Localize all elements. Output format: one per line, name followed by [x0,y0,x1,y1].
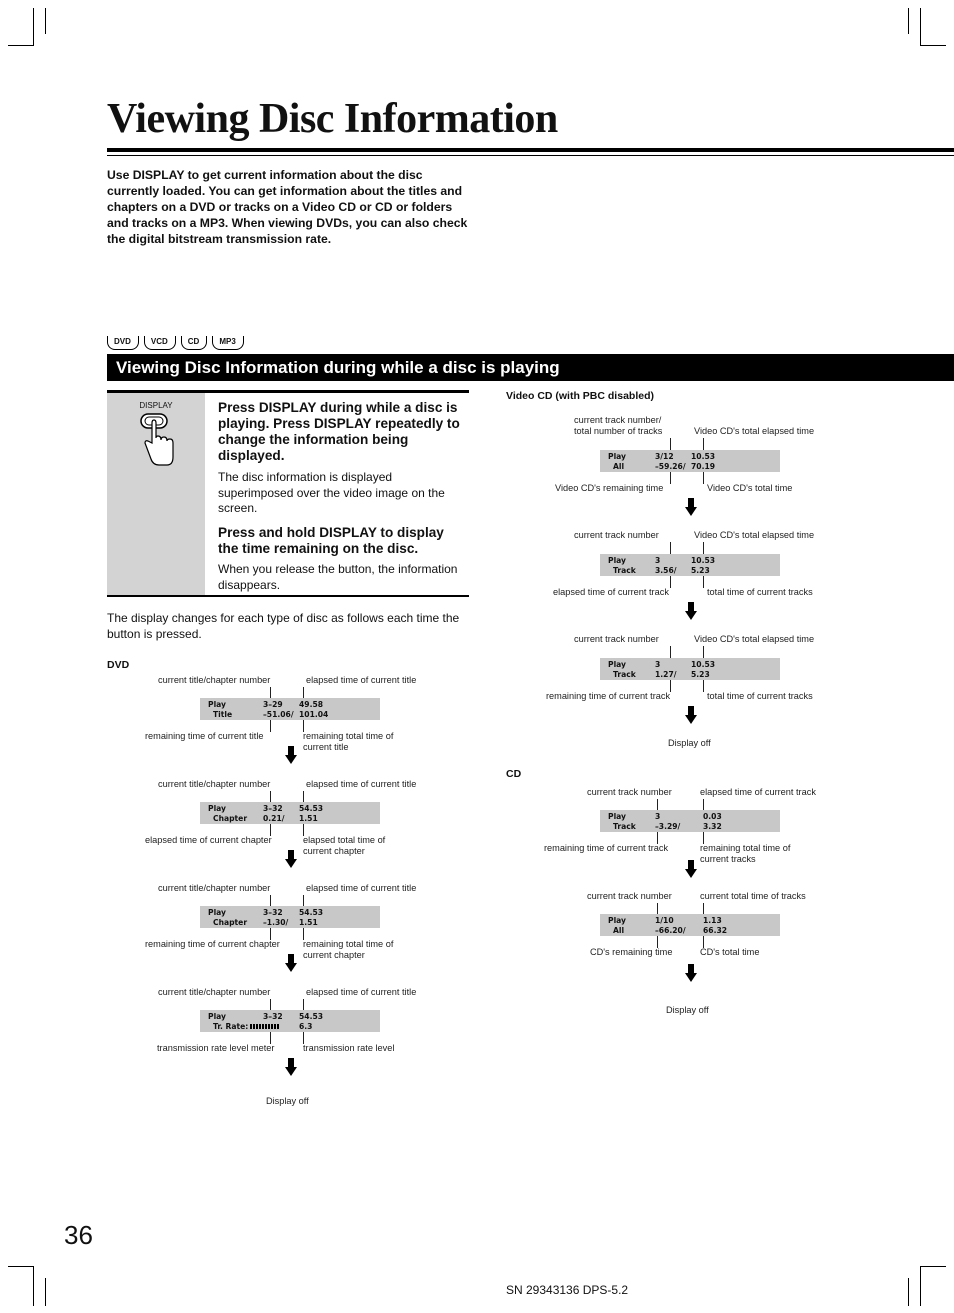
crop-mark [908,8,909,34]
readout-number: 1/10 [655,916,674,925]
readout-time: 3.56/ [655,566,677,575]
label-top-left: current track number [574,530,659,540]
label-bottom-right: elapsed total time of [303,835,386,845]
display-off-label: Display off [266,1096,309,1106]
readout-time: –1.30/ [263,918,289,927]
label-top-left: current title/chapter number [158,675,271,685]
footer-code: SN 29343136 DPS-5.2 [506,1283,629,1297]
label-top-left: current track number [587,891,672,901]
hand-pressing-button-icon [137,413,177,469]
crop-mark [8,45,34,46]
display-readout-panel [200,698,380,720]
readout-number: 3/12 [655,452,674,461]
leader-line [703,576,704,588]
label-top-left: current track number [587,787,672,797]
label-top-right: Video CD's total elapsed time [694,426,815,436]
leader-line [303,687,304,698]
readout-type: All [613,462,625,471]
crop-mark [920,1266,946,1267]
page-number: 36 [64,1220,93,1250]
step1-text: The disc information is displayed superimposed over the video image on the screen. [218,470,445,515]
label-bottom-left: elapsed time of current track [553,587,669,597]
leader-line [703,680,704,692]
leader-line [670,680,671,692]
readout-total: 5.23 [691,566,710,575]
label-top-right: elapsed time of current title [306,779,417,789]
leader-line [703,542,704,554]
readout-total: 66.32 [703,926,728,935]
crop-mark [45,8,46,34]
label-top-left: current title/chapter number [158,883,271,893]
readout-total: 1.51 [299,918,318,927]
label-bottom-left: remaining time of current chapter [145,939,280,949]
vcd-heading: Video CD (with PBC disabled) [506,390,654,402]
readout-elapsed: 0.03 [703,812,722,821]
label-bottom-right: Video CD's total time [707,483,793,493]
leader-line [670,438,671,450]
crop-mark [33,8,34,46]
leader-line [657,903,658,914]
leader-line [670,576,671,588]
readout-time: –3.29/ [655,822,681,831]
readout-total: 70.19 [691,462,716,471]
readout-mode: Play [608,812,627,821]
disc-type-badges [107,336,244,350]
label-bottom-right: transmission rate level [303,1043,395,1053]
badge-cd: CD [181,336,208,350]
body-paragraph: The display changes for each type of disc as follows each time the button is pressed. [107,611,460,641]
step1-heading: Press DISPLAY during while a disc is playing. Press DISPLAY repeatedly to change the information being displayed. [218,400,460,463]
leader-line [703,646,704,658]
crop-mark [920,45,946,46]
readout-mode: Play [208,804,227,813]
readout-type: Chapter [213,814,248,823]
crop-mark [33,1266,34,1306]
cd-heading: CD [506,768,522,780]
label-top-left: current track number [574,634,659,644]
readout-elapsed: 10.53 [691,660,716,669]
label-bottom-left: elapsed time of current chapter [145,835,272,845]
leader-line [303,999,304,1010]
label-top-right: elapsed time of current title [306,675,417,685]
down-arrow-icon [685,860,697,878]
display-readout-panel [600,554,780,576]
readout-elapsed: 49.58 [299,700,324,709]
leader-line [270,720,271,732]
crop-mark [8,1266,34,1267]
intro-paragraph: Use DISPLAY to get current information about the disc currently loaded. You can get information about the titles and chapters on a DVD or tracks on a Video CD or CD or folders and tracks on a MP3. When viewing DVDs, you can also check the digital bitstream transmission rate. [107,168,468,246]
crop-mark [920,1266,921,1306]
leader-line [703,903,704,914]
readout-elapsed: 10.53 [691,452,716,461]
label-bottom-right: remaining total time of [700,843,791,853]
leader-line [270,895,271,906]
label-top-right: elapsed time of current title [306,883,417,893]
label-top-right: Video CD's total elapsed time [694,634,815,644]
readout-mode: Play [208,700,227,709]
label-bottom-right-2: current tracks [700,854,756,864]
title-rule [107,148,954,152]
readout-elapsed: 54.53 [299,1012,324,1021]
leader-line [270,791,271,802]
display-button-label: DISPLAY [139,401,173,410]
readout-mode: Play [608,556,627,565]
label-bottom-left: remaining time of current track [546,691,671,701]
down-arrow-icon [285,1058,297,1076]
readout-time: –51.06/ [263,710,294,719]
leader-line [703,799,704,810]
label-bottom-left: transmission rate level meter [157,1043,275,1053]
section-heading: Viewing Disc Information during while a disc is playing [107,354,954,381]
readout-type: All [613,926,625,935]
label-top-right: Video CD's total elapsed time [694,530,815,540]
readout-type: Track [613,822,636,831]
label-bottom-left: Video CD's remaining time [555,483,664,493]
label-bottom-right: total time of current tracks [707,691,813,701]
down-arrow-icon [285,746,297,764]
readout-total: 3.32 [703,822,722,831]
leader-line [303,791,304,802]
readout-elapsed: 54.53 [299,804,324,813]
label-top-left: current title/chapter number [158,987,271,997]
leader-line [670,646,671,658]
down-arrow-icon [685,602,697,620]
instruction-sidebar [107,393,205,595]
down-arrow-icon [285,954,297,972]
readout-number: 3–32 [263,908,283,917]
step2-text: When you release the button, the information disappears. [218,562,458,592]
label-bottom-right-2: current chapter [303,846,365,856]
instruction-box [107,390,469,597]
readout-time: –59.26/ [655,462,686,471]
leader-line [303,895,304,906]
readout-number: 3 [655,812,661,821]
label-bottom-left: CD's remaining time [590,947,673,957]
leader-line [657,799,658,810]
display-readout-panel [600,450,780,472]
readout-mode: Play [608,452,627,461]
label-bottom-right-2: current title [303,742,349,752]
display-off-label: Display off [666,1005,709,1015]
readout-mode: Play [608,660,627,669]
display-readout-panel [200,906,380,928]
readout-type: Chapter [213,918,248,927]
label-bottom-left: remaining time of current title [145,731,264,741]
crop-mark [908,1278,909,1306]
readout-number: 3–32 [263,804,283,813]
readout-number: 3 [655,556,661,565]
label-bottom-right: total time of current tracks [707,587,813,597]
crop-mark [920,8,921,46]
readout-total: 101.04 [299,710,329,719]
label-bottom-right: CD's total time [700,947,760,957]
readout-mode: Play [608,916,627,925]
badge-mp3: MP3 [212,336,243,350]
label-bottom-right: remaining total time of [303,731,394,741]
readout-type: Track [613,670,636,679]
leader-line [670,472,671,484]
down-arrow-icon [685,498,697,516]
label-bottom-right-2: current chapter [303,950,365,960]
down-arrow-icon [685,964,697,982]
readout-time: 0.21/ [263,814,285,823]
step2-heading: Press and hold DISPLAY to display the time remaining on the disc. [218,525,444,556]
crop-mark [45,1278,46,1306]
leader-line [703,438,704,450]
leader-line [670,542,671,554]
readout-total: 5.23 [691,670,710,679]
rate-level-meter [250,1024,280,1029]
title-rule-thin [107,155,954,156]
readout-elapsed: 1.13 [703,916,722,925]
down-arrow-icon [285,850,297,868]
readout-elapsed: 54.53 [299,908,324,917]
display-readout-panel [200,802,380,824]
label-top-right: elapsed time of current track [700,787,816,797]
dvd-heading: DVD [107,659,130,671]
readout-number: 3–29 [263,700,283,709]
label-top-left: current title/chapter number [158,779,271,789]
display-readout-panel [600,810,780,832]
readout-number: 3–32 [263,1012,283,1021]
label-bottom-left: remaining time of current track [544,843,669,853]
label-top-left: current track number/ [574,415,662,425]
readout-type: Tr. Rate: [213,1022,249,1031]
display-readout-panel [600,658,780,680]
readout-type: Title [213,710,233,719]
label-top-right: current total time of tracks [700,891,806,901]
readout-total: 1.51 [299,814,318,823]
leader-line [270,687,271,698]
readout-elapsed: 10.53 [691,556,716,565]
readout-time: 1.27/ [655,670,677,679]
badge-vcd: VCD [144,336,176,350]
down-arrow-icon [685,706,697,724]
leader-line [703,472,704,484]
leader-line [270,999,271,1010]
readout-number: 3 [655,660,661,669]
readout-total: 6.3 [299,1022,313,1031]
label-top-right: elapsed time of current title [306,987,417,997]
readout-mode: Play [208,908,227,917]
display-readout-panel [200,1010,380,1032]
display-readout-panel [600,914,780,936]
page-title: Viewing Disc Information [107,96,558,142]
readout-time: –66.20/ [655,926,686,935]
display-off-label: Display off [668,738,711,748]
badge-dvd: DVD [107,336,139,350]
label-top-left-2: total number of tracks [574,426,663,436]
readout-mode: Play [208,1012,227,1021]
readout-type: Track [613,566,636,575]
label-bottom-right: remaining total time of [303,939,394,949]
